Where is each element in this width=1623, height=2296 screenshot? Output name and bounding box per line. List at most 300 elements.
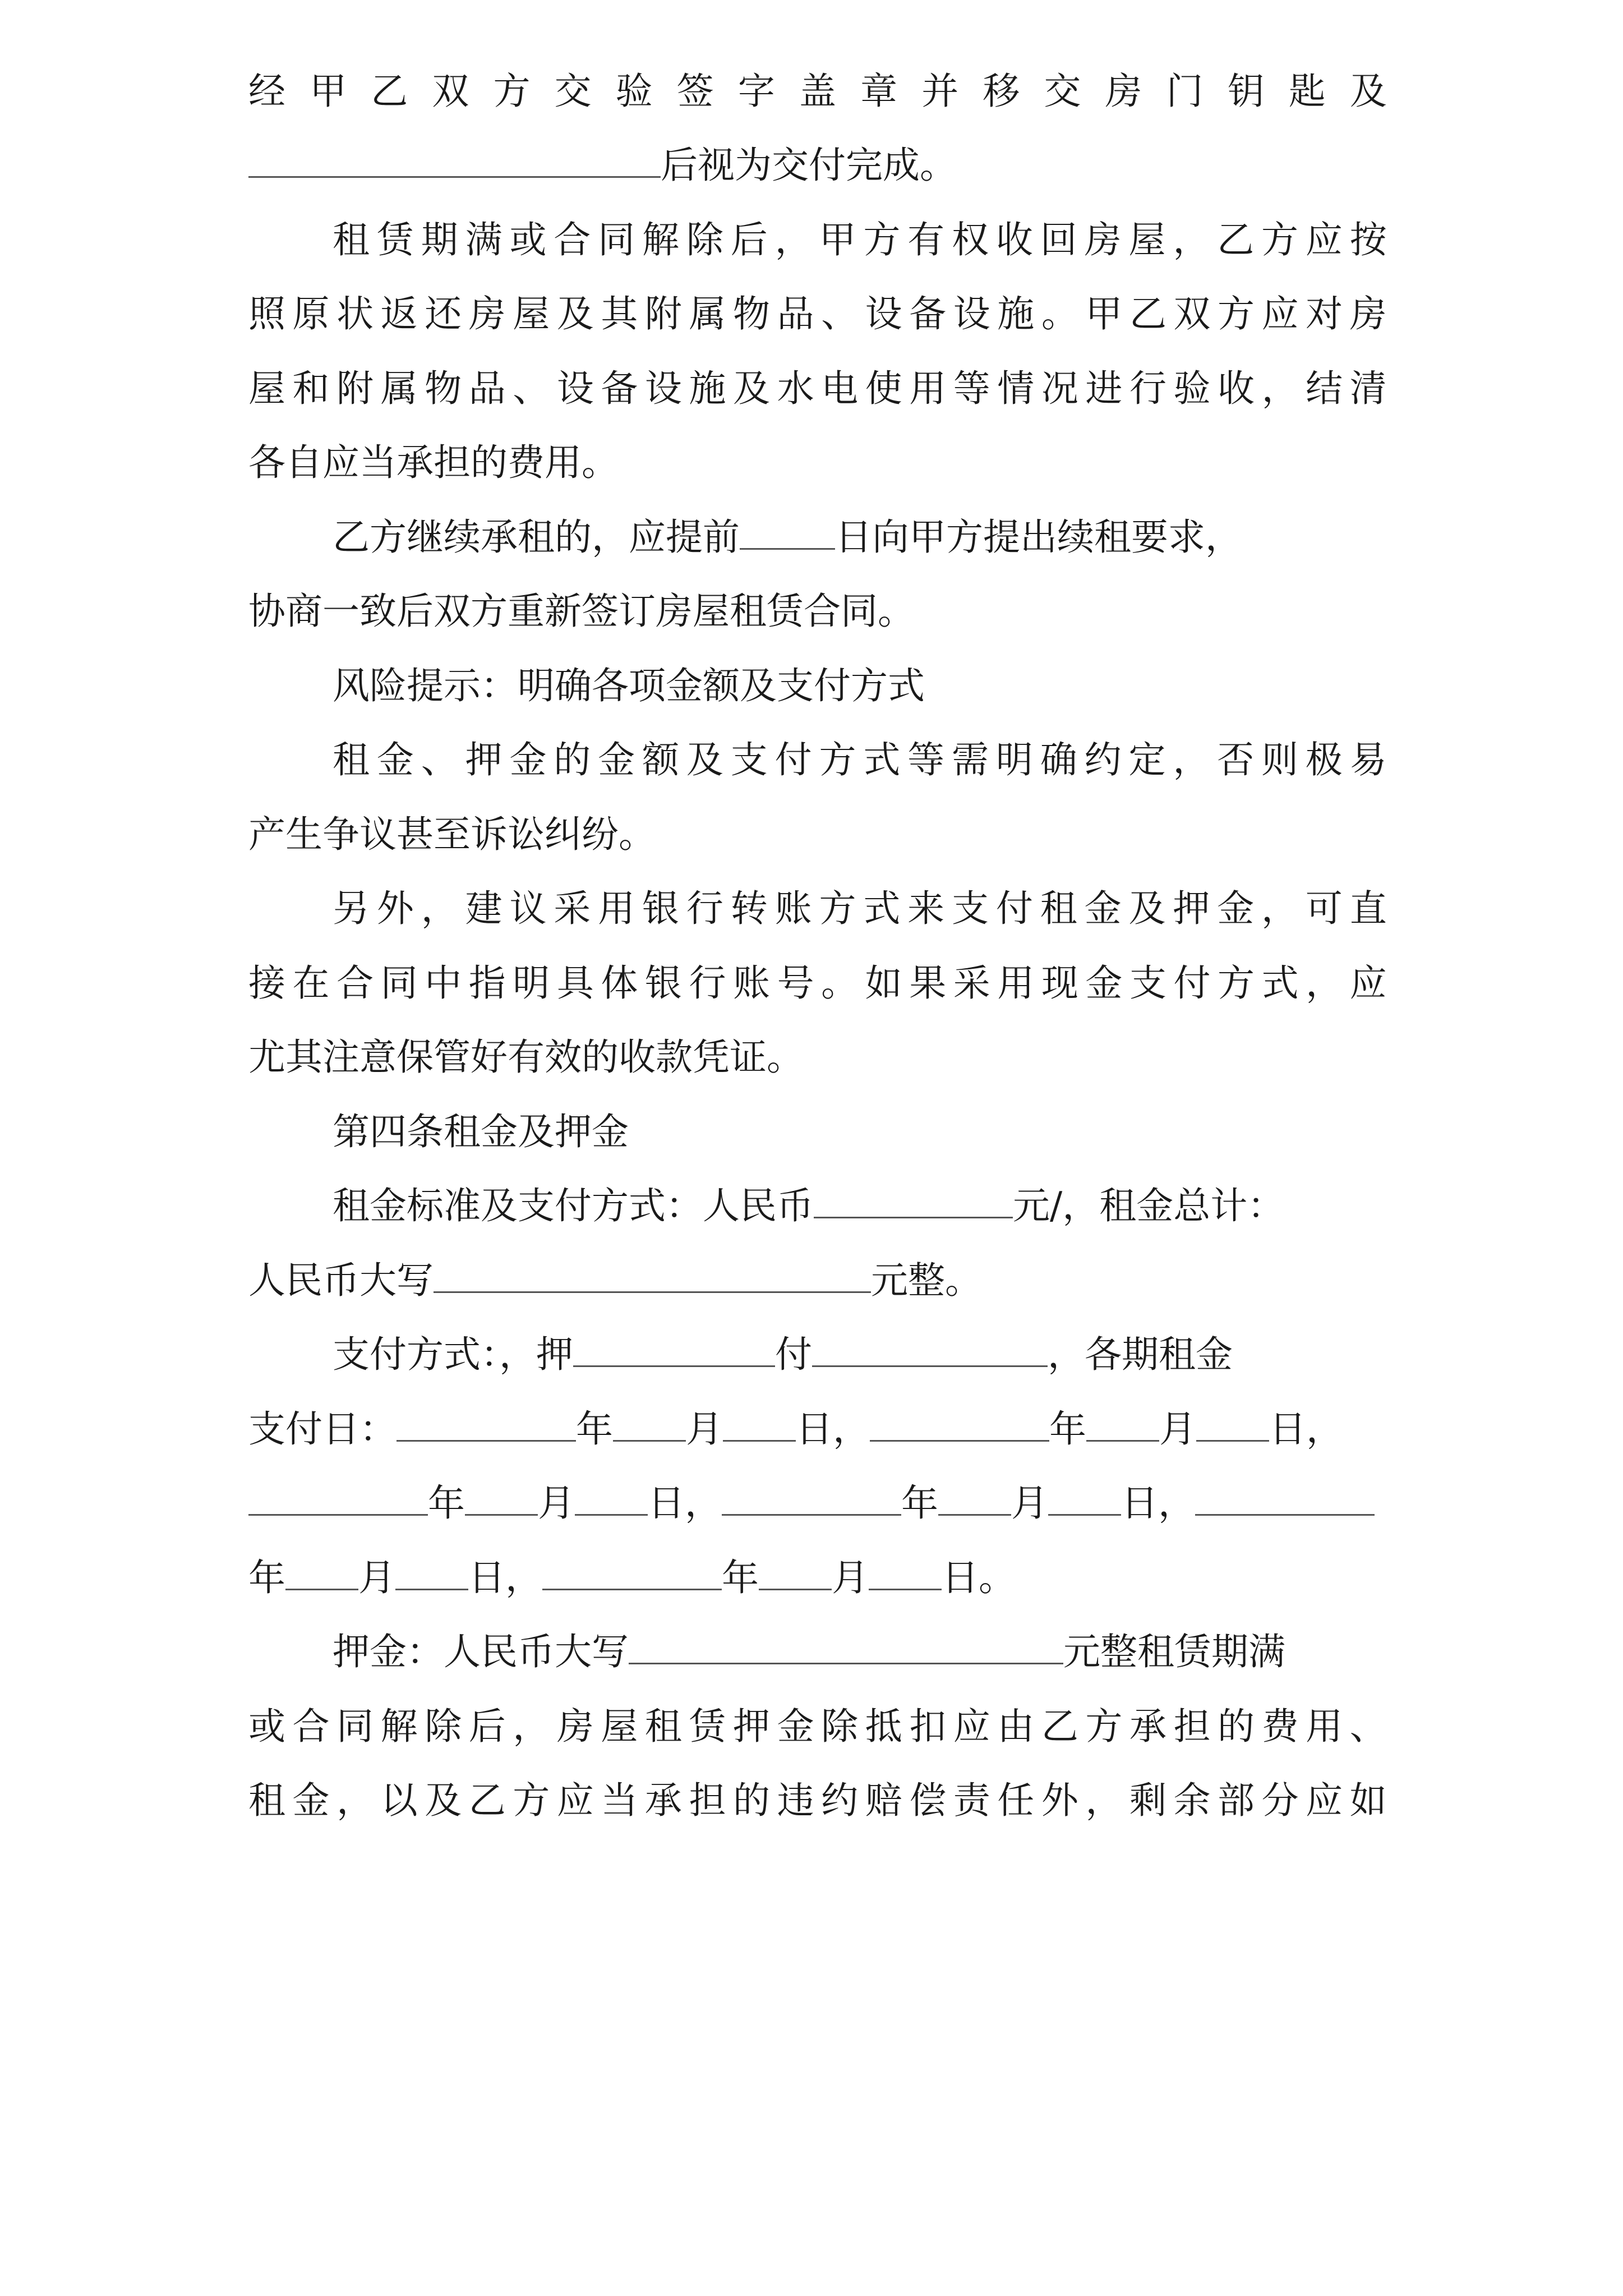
character: 回 bbox=[1040, 218, 1077, 261]
text-segment: 日 bbox=[468, 1556, 505, 1599]
character: 当 bbox=[601, 1779, 638, 1822]
character: 方 bbox=[1085, 1705, 1123, 1748]
deposit-months-blank[interactable] bbox=[573, 1365, 775, 1367]
character: 转 bbox=[730, 887, 768, 930]
paragraph-line bbox=[333, 881, 1387, 937]
character: 双 bbox=[1173, 292, 1211, 335]
text-segment: 支付日： bbox=[248, 1407, 396, 1451]
character: 金 bbox=[777, 1705, 814, 1748]
character: 明 bbox=[995, 738, 1033, 781]
character: 乙 bbox=[1217, 218, 1255, 261]
character: 属 bbox=[689, 292, 726, 335]
character: 双 bbox=[432, 70, 469, 113]
character: 合 bbox=[336, 961, 374, 1005]
paragraph-line bbox=[248, 1773, 1387, 1829]
year-blank[interactable] bbox=[722, 1513, 901, 1516]
character: 同 bbox=[380, 961, 418, 1005]
character: 同 bbox=[336, 1705, 374, 1748]
character: 、 bbox=[513, 367, 550, 410]
text-segment: 年 bbox=[1049, 1407, 1086, 1451]
character: 如 bbox=[1349, 1779, 1387, 1822]
character: 果 bbox=[909, 961, 947, 1005]
character: 的 bbox=[733, 1779, 771, 1822]
character: 、 bbox=[821, 292, 859, 335]
character: 除 bbox=[425, 1705, 462, 1748]
character: 具 bbox=[556, 961, 594, 1005]
character: 租 bbox=[333, 218, 370, 261]
text-segment: 年 bbox=[722, 1556, 759, 1599]
paragraph-line bbox=[248, 1401, 1387, 1457]
character: 原 bbox=[292, 292, 330, 335]
character: 方 bbox=[1218, 961, 1255, 1005]
character: 体 bbox=[601, 961, 638, 1005]
year-blank[interactable] bbox=[870, 1439, 1049, 1442]
character: 方 bbox=[819, 738, 856, 781]
text-segment: 。 bbox=[979, 1556, 1016, 1599]
month-blank[interactable] bbox=[285, 1588, 358, 1590]
character: 施 bbox=[689, 367, 726, 410]
character: 额 bbox=[642, 738, 680, 781]
character: 进 bbox=[1085, 367, 1123, 410]
character: 品 bbox=[777, 292, 814, 335]
paragraph-line bbox=[333, 732, 1387, 788]
character: 并 bbox=[921, 70, 959, 113]
character: 、 bbox=[1349, 1705, 1387, 1748]
character: ， bbox=[1261, 367, 1299, 410]
character: 租 bbox=[644, 1705, 682, 1748]
text-segment: 元整租赁期满 bbox=[1063, 1630, 1285, 1673]
character: 建 bbox=[465, 887, 502, 930]
character: 章 bbox=[860, 70, 898, 113]
character: 担 bbox=[689, 1779, 726, 1822]
character: 接 bbox=[248, 961, 285, 1005]
character: 、 bbox=[421, 738, 458, 781]
character: 采 bbox=[953, 961, 990, 1005]
character: 水 bbox=[777, 367, 814, 410]
character: 收 bbox=[1218, 367, 1255, 410]
character: 物 bbox=[425, 367, 462, 410]
character: 甲 bbox=[1085, 292, 1123, 335]
text-segment: 人民币大写 bbox=[248, 1259, 434, 1302]
character: 赔 bbox=[865, 1779, 902, 1822]
character: 方 bbox=[1261, 218, 1299, 261]
month-blank[interactable] bbox=[759, 1588, 832, 1590]
character: 支 bbox=[1129, 961, 1166, 1005]
character: 签 bbox=[676, 70, 714, 113]
character: 式 bbox=[863, 738, 901, 781]
character: 收 bbox=[995, 218, 1033, 261]
character: 按 bbox=[1349, 218, 1387, 261]
paragraph-line bbox=[248, 1699, 1387, 1755]
character: 支 bbox=[730, 738, 768, 781]
character: 附 bbox=[336, 367, 374, 410]
character: 交 bbox=[1044, 70, 1081, 113]
day-blank[interactable] bbox=[575, 1513, 648, 1516]
text-segment: ， bbox=[685, 1481, 722, 1525]
rent-amount-blank[interactable] bbox=[814, 1216, 1013, 1218]
character: 用 bbox=[598, 887, 635, 930]
character: 权 bbox=[952, 218, 989, 261]
character: 另 bbox=[333, 887, 370, 930]
text-segment: 年 bbox=[428, 1481, 465, 1525]
month-blank[interactable] bbox=[465, 1513, 538, 1516]
paragraph-line bbox=[333, 1327, 1387, 1383]
character: 约 bbox=[1084, 738, 1122, 781]
month-blank[interactable] bbox=[613, 1439, 686, 1442]
character: 余 bbox=[1173, 1779, 1211, 1822]
character: 方 bbox=[513, 1779, 550, 1822]
character: 确 bbox=[1040, 738, 1077, 781]
character: 应 bbox=[556, 1779, 594, 1822]
text-segment: 日 bbox=[1269, 1407, 1306, 1451]
day-blank[interactable] bbox=[1048, 1513, 1121, 1516]
character: 应 bbox=[953, 1705, 990, 1748]
character: 支 bbox=[952, 887, 989, 930]
rent-total-blank[interactable] bbox=[434, 1291, 871, 1293]
character: 约 bbox=[821, 1779, 859, 1822]
character: 费 bbox=[1261, 1705, 1299, 1748]
character: 解 bbox=[642, 218, 680, 261]
character: 匙 bbox=[1288, 70, 1326, 113]
character: 后 bbox=[468, 1705, 506, 1748]
character: ， bbox=[1173, 218, 1210, 261]
text-segment: 月 bbox=[1159, 1407, 1196, 1451]
paragraph-line: 产生争议甚至诉讼纠纷。 bbox=[248, 813, 656, 856]
character: 和 bbox=[292, 367, 330, 410]
text-segment: 后视为交付完成。 bbox=[661, 144, 957, 187]
character: 行 bbox=[686, 887, 723, 930]
character: 押 bbox=[733, 1705, 771, 1748]
paragraph-line bbox=[333, 509, 1387, 565]
character: 状 bbox=[336, 292, 374, 335]
character: 方 bbox=[1218, 292, 1255, 335]
character: 或 bbox=[509, 218, 547, 261]
character: 清 bbox=[1349, 367, 1387, 410]
character: 屋 bbox=[513, 292, 550, 335]
character: 赁 bbox=[689, 1705, 726, 1748]
character: 应 bbox=[1261, 292, 1299, 335]
character: 对 bbox=[1306, 292, 1343, 335]
character: 结 bbox=[1306, 367, 1343, 410]
character: 的 bbox=[1218, 1705, 1255, 1748]
text-segment: 年 bbox=[901, 1481, 938, 1525]
character: 施 bbox=[997, 292, 1035, 335]
character: 除 bbox=[821, 1705, 859, 1748]
character: 行 bbox=[689, 961, 726, 1005]
character: 金 bbox=[509, 738, 547, 781]
text-segment: 元/，租金总计： bbox=[1013, 1184, 1285, 1227]
character: 乙 bbox=[371, 70, 408, 113]
character: 房 bbox=[1105, 70, 1142, 113]
character: 方 bbox=[493, 70, 531, 113]
text-segment: 日 bbox=[1121, 1481, 1158, 1525]
character: 乙 bbox=[1129, 292, 1166, 335]
character: 门 bbox=[1166, 70, 1204, 113]
character: ， bbox=[774, 218, 812, 261]
character: 如 bbox=[865, 961, 902, 1005]
text-segment: 付 bbox=[775, 1333, 812, 1376]
character: 现 bbox=[1041, 961, 1078, 1005]
character: 钥 bbox=[1227, 70, 1265, 113]
character: 交 bbox=[554, 70, 592, 113]
character: 否 bbox=[1217, 738, 1255, 781]
character: 担 bbox=[1173, 1705, 1211, 1748]
character: 议 bbox=[509, 887, 547, 930]
character: 及 bbox=[425, 1779, 462, 1822]
character: 屋 bbox=[248, 367, 285, 410]
text-segment: 月 bbox=[358, 1556, 395, 1599]
character: 直 bbox=[1349, 887, 1387, 930]
character: 剩 bbox=[1129, 1779, 1166, 1822]
character: 采 bbox=[554, 887, 591, 930]
character: ， bbox=[421, 887, 458, 930]
text-segment: 月 bbox=[832, 1556, 869, 1599]
character: 满 bbox=[465, 218, 502, 261]
character: 有 bbox=[907, 218, 945, 261]
character: 及 bbox=[686, 738, 723, 781]
text-segment: 日 bbox=[942, 1556, 979, 1599]
character: 账 bbox=[774, 887, 812, 930]
character: 设 bbox=[556, 367, 594, 410]
character: 物 bbox=[733, 292, 771, 335]
character: 外 bbox=[1041, 1779, 1078, 1822]
character: 需 bbox=[952, 738, 989, 781]
character: 属 bbox=[380, 367, 418, 410]
character: 则 bbox=[1261, 738, 1299, 781]
character: 及 bbox=[1349, 70, 1387, 113]
character: 备 bbox=[601, 367, 638, 410]
text-segment: ， bbox=[1306, 1407, 1343, 1451]
text-segment: 元整。 bbox=[871, 1259, 982, 1302]
paragraph-line bbox=[333, 1624, 1387, 1680]
character: 或 bbox=[248, 1705, 285, 1748]
character: 应 bbox=[1306, 1779, 1343, 1822]
character: 部 bbox=[1218, 1779, 1255, 1822]
character: ， bbox=[1261, 887, 1299, 930]
character: 除 bbox=[686, 218, 723, 261]
character: 后 bbox=[730, 218, 768, 261]
character: 使 bbox=[865, 367, 902, 410]
character: 盖 bbox=[799, 70, 836, 113]
paragraph-line: 协商一致后双方重新签订房屋租赁合同。 bbox=[248, 590, 915, 633]
character: 用 bbox=[997, 961, 1035, 1005]
text-segment: 月 bbox=[1011, 1481, 1048, 1525]
character: 由 bbox=[997, 1705, 1035, 1748]
character: 房 bbox=[1084, 218, 1122, 261]
character: 设 bbox=[953, 292, 990, 335]
character: 扣 bbox=[909, 1705, 947, 1748]
text-segment: 月 bbox=[538, 1481, 575, 1525]
character: 金 bbox=[1084, 887, 1122, 930]
day-blank[interactable] bbox=[723, 1439, 796, 1442]
paragraph-line bbox=[248, 1475, 1387, 1531]
paragraph-line bbox=[248, 955, 1387, 1011]
character: 付 bbox=[995, 887, 1033, 930]
character: 应 bbox=[1349, 961, 1387, 1005]
text-segment: 年 bbox=[248, 1556, 285, 1599]
character: 房 bbox=[468, 292, 506, 335]
character: 合 bbox=[292, 1705, 330, 1748]
character: 金 bbox=[376, 738, 414, 781]
character: 可 bbox=[1305, 887, 1343, 930]
year-blank[interactable] bbox=[542, 1588, 722, 1590]
text-segment: 租金标准及支付方式：人民币 bbox=[333, 1184, 814, 1227]
month-blank[interactable] bbox=[1086, 1439, 1159, 1442]
text-segment: ，各期租金 bbox=[1048, 1333, 1233, 1376]
text-segment: ， bbox=[1158, 1481, 1195, 1525]
character: 银 bbox=[642, 887, 680, 930]
character: ， bbox=[1173, 738, 1210, 781]
character: 承 bbox=[644, 1779, 682, 1822]
paragraph-line bbox=[248, 63, 1387, 119]
character: 及 bbox=[556, 292, 594, 335]
character: 甲 bbox=[310, 70, 347, 113]
character: 行 bbox=[1129, 367, 1166, 410]
paragraph-line: 尤其注意保管好有效的收款凭证。 bbox=[248, 1036, 804, 1079]
text-segment: 年 bbox=[576, 1407, 613, 1451]
character: 情 bbox=[997, 367, 1035, 410]
character: 照 bbox=[248, 292, 285, 335]
paragraph-line: 各自应当承担的费用。 bbox=[248, 441, 619, 484]
character: 屋 bbox=[1128, 218, 1166, 261]
character: 金 bbox=[292, 1779, 330, 1822]
text-segment: 日向甲方提出续租要求， bbox=[835, 516, 1242, 559]
character: 屋 bbox=[601, 1705, 638, 1748]
text-segment: 月 bbox=[686, 1407, 723, 1451]
character: 品 bbox=[468, 367, 506, 410]
character: 金 bbox=[1217, 887, 1255, 930]
character: 用 bbox=[909, 367, 947, 410]
character: 极 bbox=[1305, 738, 1343, 781]
year-blank[interactable] bbox=[248, 1513, 428, 1516]
pay-months-blank[interactable] bbox=[812, 1365, 1048, 1367]
day-blank[interactable] bbox=[395, 1588, 468, 1590]
character: 验 bbox=[1173, 367, 1211, 410]
character: 甲 bbox=[819, 218, 856, 261]
character: 方 bbox=[863, 218, 901, 261]
character: 定 bbox=[1128, 738, 1166, 781]
paragraph-line bbox=[333, 212, 1387, 268]
character: 况 bbox=[1041, 367, 1078, 410]
character: 合 bbox=[554, 218, 591, 261]
character: 字 bbox=[737, 70, 775, 113]
fill-blank[interactable] bbox=[740, 547, 835, 550]
character: 电 bbox=[821, 367, 859, 410]
character: 用 bbox=[1306, 1705, 1343, 1748]
text-segment: 日 bbox=[796, 1407, 833, 1451]
article-heading: 第四条租金及押金 bbox=[333, 1110, 629, 1153]
character: 乙 bbox=[1041, 1705, 1078, 1748]
character: 其 bbox=[601, 292, 638, 335]
character: 房 bbox=[556, 1705, 594, 1748]
character: 及 bbox=[733, 367, 771, 410]
character: 的 bbox=[554, 738, 591, 781]
character: 明 bbox=[513, 961, 550, 1005]
character: 抵 bbox=[865, 1705, 902, 1748]
character: 乙 bbox=[468, 1779, 506, 1822]
character: 同 bbox=[598, 218, 635, 261]
character: 赁 bbox=[376, 218, 414, 261]
character: 验 bbox=[615, 70, 653, 113]
character: 租 bbox=[333, 738, 370, 781]
day-blank[interactable] bbox=[1196, 1439, 1269, 1442]
character: 易 bbox=[1349, 738, 1387, 781]
character: 等 bbox=[953, 367, 990, 410]
character: 责 bbox=[953, 1779, 990, 1822]
text-segment: 支付方式：，押 bbox=[333, 1333, 573, 1376]
text-segment: 日 bbox=[648, 1481, 685, 1525]
paragraph-line bbox=[333, 1178, 1387, 1234]
character: 等 bbox=[907, 738, 945, 781]
character: 金 bbox=[598, 738, 635, 781]
character: 解 bbox=[380, 1705, 418, 1748]
character: 押 bbox=[465, 738, 502, 781]
character: 应 bbox=[1305, 218, 1343, 261]
month-blank[interactable] bbox=[938, 1513, 1011, 1516]
character: ， bbox=[1306, 961, 1343, 1005]
character: 来 bbox=[907, 887, 945, 930]
character: 期 bbox=[421, 218, 458, 261]
character: ， bbox=[1085, 1779, 1123, 1822]
character: 。 bbox=[821, 961, 859, 1005]
year-blank[interactable] bbox=[396, 1439, 576, 1442]
character: 返 bbox=[380, 292, 418, 335]
day-blank[interactable] bbox=[869, 1588, 942, 1590]
character: 式 bbox=[863, 887, 901, 930]
character: 设 bbox=[644, 367, 682, 410]
character: 金 bbox=[1085, 961, 1123, 1005]
character: 任 bbox=[997, 1779, 1035, 1822]
character: 押 bbox=[1173, 887, 1210, 930]
character: 外 bbox=[376, 887, 414, 930]
character: 付 bbox=[1173, 961, 1211, 1005]
paragraph-line bbox=[248, 1550, 1387, 1606]
character: 房 bbox=[1349, 292, 1387, 335]
character: 设 bbox=[865, 292, 902, 335]
character: 方 bbox=[819, 887, 856, 930]
character: 。 bbox=[1041, 292, 1078, 335]
character: 及 bbox=[1128, 887, 1166, 930]
character: 在 bbox=[292, 961, 330, 1005]
character: 附 bbox=[644, 292, 682, 335]
fill-blank[interactable] bbox=[248, 176, 661, 178]
character: ， bbox=[513, 1705, 550, 1748]
character: 备 bbox=[909, 292, 947, 335]
section-heading: 风险提示：明确各项金额及支付方式 bbox=[333, 664, 925, 707]
character: 经 bbox=[248, 70, 285, 113]
character: 分 bbox=[1261, 1779, 1299, 1822]
character: ， bbox=[336, 1779, 374, 1822]
paragraph-line bbox=[248, 286, 1387, 342]
character: 还 bbox=[425, 292, 462, 335]
character: 付 bbox=[774, 738, 812, 781]
character: 租 bbox=[248, 1779, 285, 1822]
paragraph-line bbox=[248, 1253, 1387, 1309]
character: 账 bbox=[733, 961, 771, 1005]
character: 租 bbox=[1040, 887, 1077, 930]
character: 银 bbox=[644, 961, 682, 1005]
paragraph-line bbox=[248, 137, 1387, 194]
year-blank[interactable] bbox=[1195, 1513, 1375, 1516]
character: 式 bbox=[1261, 961, 1299, 1005]
text-segment: 押金：人民币大写 bbox=[333, 1630, 629, 1673]
character: 移 bbox=[983, 70, 1020, 113]
character: 指 bbox=[468, 961, 506, 1005]
character: 承 bbox=[1129, 1705, 1166, 1748]
text-segment: ， bbox=[833, 1407, 870, 1451]
deposit-amount-blank[interactable] bbox=[629, 1662, 1063, 1664]
paragraph-line bbox=[248, 361, 1387, 417]
